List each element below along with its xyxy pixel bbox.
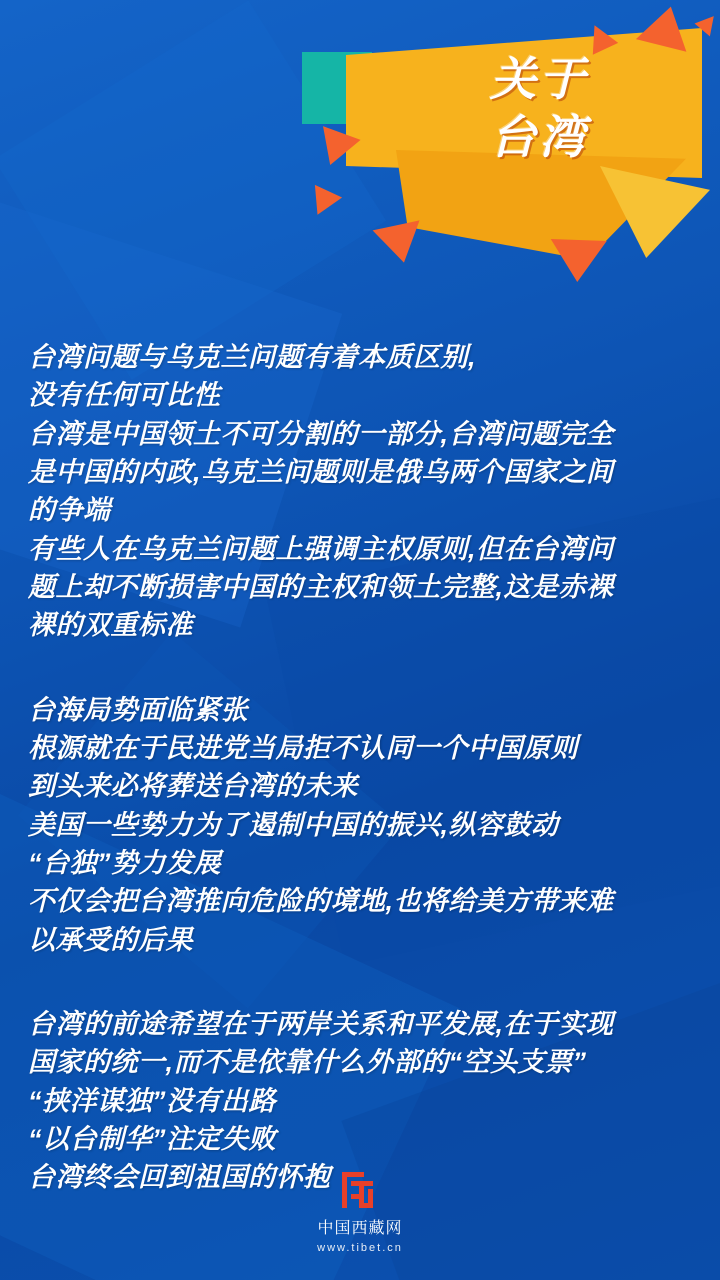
text-line: 台海局势面临紧张 (28, 694, 248, 725)
text-line: 台湾终会回到祖国的怀抱 (28, 1162, 331, 1193)
text-line: “挟洋谋独”没有出路 (28, 1085, 276, 1116)
text-line: 美国一些势力为了遏制中国的振兴,纵容鼓动 (28, 809, 559, 840)
text-line: 以承受的后果 (28, 924, 193, 955)
text-line: “以台制华”注定失败 (28, 1123, 276, 1154)
site-name: 中国西藏网 (317, 1220, 403, 1238)
text-line: 台湾的前途希望在于两岸关系和平发展,在于实现 (28, 1008, 614, 1039)
orange-triangle-icon (549, 239, 606, 283)
footer (0, 1167, 720, 1254)
header-banner (300, 0, 720, 300)
orange-triangle-icon (373, 220, 428, 267)
site-url: www.tibet.cn (317, 1242, 403, 1254)
banner-title (490, 54, 710, 163)
text-line: 台湾是中国领土不可分割的一部分,台湾问题完全 (28, 418, 614, 449)
text-line: 根源就在于民进党当局拒不认同一个中国原则 (28, 732, 578, 763)
text-line: 台湾问题与乌克兰问题有着本质区别, (28, 342, 477, 372)
text-line: 裸的双重标准 (28, 610, 193, 641)
site-logo-icon (337, 1167, 383, 1213)
text-line: 有些人在乌克兰问题上强调主权原则,但在台湾问 (28, 533, 614, 564)
text-line: 的争端 (28, 495, 111, 526)
text-line: 没有任何可比性 (28, 380, 221, 411)
paragraph-block (28, 338, 692, 645)
article-body (28, 338, 692, 1197)
text-line: 题上却不断损害中国的主权和领土完整,这是赤裸 (28, 571, 614, 602)
banner-title-line-1: 关于 (490, 53, 588, 105)
text-line: 国家的统一,而不是依靠什么外部的“空头支票” (28, 1047, 587, 1078)
text-line: 不仅会把台湾推向危险的境地,也将给美方带来难 (28, 886, 614, 917)
text-line: “台独”势力发展 (28, 847, 221, 878)
paragraph-block (28, 691, 692, 959)
orange-triangle-icon (304, 185, 342, 221)
text-line: 是中国的内政,乌克兰问题则是俄乌两个国家之间 (28, 456, 614, 487)
banner-title-line-2: 台湾 (490, 110, 588, 163)
text-line: 到头来必将葬送台湾的未来 (28, 771, 358, 802)
